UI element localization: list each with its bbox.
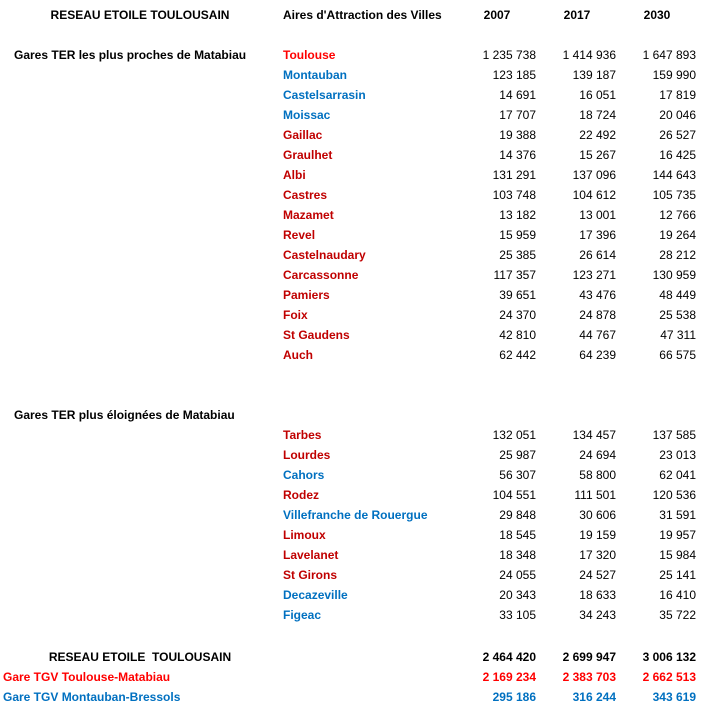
column-header-2007: 2007 (483, 8, 511, 22)
city-name: St Girons (283, 568, 338, 582)
value-2030: 26 527 (659, 128, 696, 142)
value-2030: 31 591 (659, 508, 696, 522)
network-title: RESEAU ETOILE TOULOUSAIN (50, 8, 230, 22)
table-row (0, 225, 712, 245)
value-2007: 62 442 (499, 348, 536, 362)
column-header-2030: 2030 (643, 8, 671, 22)
city-name: Mazamet (283, 208, 334, 222)
table-row (0, 45, 712, 65)
value-2007: 18 348 (499, 548, 536, 562)
value-2007: 2 464 420 (482, 650, 536, 664)
city-name (280, 647, 457, 667)
value-2030: 130 959 (652, 268, 696, 282)
city-name: St Gaudens (283, 328, 350, 342)
table-row (0, 145, 712, 165)
value-2017: 316 244 (572, 690, 616, 704)
value-2017: 34 243 (579, 608, 616, 622)
table-row (0, 545, 712, 565)
table-row (0, 465, 712, 485)
value-2017: 137 096 (572, 168, 616, 182)
value-2017: 13 001 (579, 208, 616, 222)
row-group-label (0, 245, 280, 265)
table-row (0, 425, 712, 445)
value-2007 (457, 405, 537, 425)
value-2030: 23 013 (659, 448, 696, 462)
value-2030: 12 766 (659, 208, 696, 222)
value-2030: 1 647 893 (642, 48, 696, 62)
city-name (280, 687, 457, 707)
city-name: Revel (283, 228, 316, 242)
value-2007: 19 388 (499, 128, 536, 142)
table-row (0, 285, 712, 305)
value-2030: 15 984 (659, 548, 696, 562)
value-2007: 56 307 (499, 468, 536, 482)
value-2007: 25 385 (499, 248, 536, 262)
city-name: Moissac (283, 108, 331, 122)
row-group-label: Gare TGV Toulouse-Matabiau (3, 670, 171, 684)
row-group-label: Gares TER plus éloignées de Matabiau (14, 408, 235, 422)
value-2030: 19 264 (659, 228, 696, 242)
row-group-label (0, 145, 280, 165)
value-2017: 18 724 (579, 108, 616, 122)
city-name (280, 667, 457, 687)
city-name: Albi (283, 168, 306, 182)
value-2007: 104 551 (492, 488, 536, 502)
value-2007: 24 055 (499, 568, 536, 582)
table-row (0, 265, 712, 285)
value-2007: 17 707 (499, 108, 536, 122)
value-2030: 343 619 (652, 690, 696, 704)
spacer (0, 625, 712, 647)
value-2007: 295 186 (492, 690, 536, 704)
value-2017: 2 699 947 (562, 650, 616, 664)
row-group-label (0, 545, 280, 565)
value-2017: 26 614 (579, 248, 616, 262)
city-name (280, 405, 457, 425)
value-2017: 18 633 (579, 588, 616, 602)
row-group-label (0, 465, 280, 485)
value-2030: 144 643 (652, 168, 696, 182)
value-2007: 2 169 234 (482, 670, 536, 684)
row-group-label (0, 205, 280, 225)
table-row (0, 585, 712, 605)
value-2017: 16 051 (579, 88, 616, 102)
value-2017: 24 878 (579, 308, 616, 322)
row-group-label (0, 225, 280, 245)
table-row (0, 125, 712, 145)
row-group-label (0, 85, 280, 105)
value-2007: 103 748 (492, 188, 536, 202)
row-group-label (0, 305, 280, 325)
city-name: Decazeville (283, 588, 348, 602)
spacer (0, 365, 712, 405)
value-2017: 58 800 (579, 468, 616, 482)
value-2030: 20 046 (659, 108, 696, 122)
value-2017: 43 476 (579, 288, 616, 302)
value-2007: 24 370 (499, 308, 536, 322)
value-2030: 66 575 (659, 348, 696, 362)
row-group-label (0, 565, 280, 585)
row-group-label: RESEAU ETOILE TOULOUSAIN (48, 650, 232, 664)
row-group-label (0, 165, 280, 185)
table-row (0, 687, 712, 707)
row-group-label: Gare TGV Montauban-Bressols (3, 690, 181, 704)
value-2030: 3 006 132 (642, 650, 696, 664)
row-group-label (0, 485, 280, 505)
row-group-label: Gares TER les plus proches de Matabiau (14, 48, 247, 62)
table-row (0, 605, 712, 625)
value-2017: 104 612 (572, 188, 616, 202)
row-group-label (0, 185, 280, 205)
value-2030: 28 212 (659, 248, 696, 262)
value-2030: 2 662 513 (642, 670, 696, 684)
column-header-2017: 2017 (563, 8, 591, 22)
city-name: Tarbes (283, 428, 322, 442)
value-2030: 25 141 (659, 568, 696, 582)
value-2030: 159 990 (652, 68, 696, 82)
value-2007: 39 651 (499, 288, 536, 302)
table-row (0, 85, 712, 105)
value-2007: 15 959 (499, 228, 536, 242)
row-group-label (0, 285, 280, 305)
value-2017: 22 492 (579, 128, 616, 142)
city-name: Rodez (283, 488, 319, 502)
city-name: Gaillac (283, 128, 323, 142)
value-2007: 25 987 (499, 448, 536, 462)
table-row (0, 345, 712, 365)
value-2030: 137 585 (652, 428, 696, 442)
value-2030: 16 410 (659, 588, 696, 602)
value-2007: 14 691 (499, 88, 536, 102)
value-2007: 1 235 738 (482, 48, 536, 62)
value-2017: 2 383 703 (562, 670, 616, 684)
table-row (0, 485, 712, 505)
value-2030: 35 722 (659, 608, 696, 622)
row-group-label (0, 605, 280, 625)
value-2017: 30 606 (579, 508, 616, 522)
value-2017: 17 320 (579, 548, 616, 562)
column-header-aires-attraction: Aires d'Attraction des Villes (283, 8, 442, 22)
city-name: Foix (283, 308, 308, 322)
city-name: Lavelanet (283, 548, 339, 562)
row-group-label (0, 425, 280, 445)
value-2030 (617, 405, 697, 425)
city-name: Cahors (283, 468, 325, 482)
value-2017: 139 187 (572, 68, 616, 82)
value-2007: 123 185 (492, 68, 536, 82)
table-row (0, 165, 712, 185)
table-row (0, 505, 712, 525)
city-name: Auch (283, 348, 313, 362)
table-row (0, 647, 712, 667)
value-2017: 123 271 (572, 268, 616, 282)
city-name: Castelsarrasin (283, 88, 366, 102)
value-2030: 19 957 (659, 528, 696, 542)
table-row (0, 405, 712, 425)
table-row (0, 65, 712, 85)
city-name: Limoux (283, 528, 326, 542)
table-row (0, 565, 712, 585)
value-2017: 17 396 (579, 228, 616, 242)
table-row (0, 245, 712, 265)
value-2030: 25 538 (659, 308, 696, 322)
value-2007: 29 848 (499, 508, 536, 522)
row-group-label (0, 445, 280, 465)
value-2030: 17 819 (659, 88, 696, 102)
value-2017: 44 767 (579, 328, 616, 342)
row-group-label (0, 265, 280, 285)
value-2007: 131 291 (492, 168, 536, 182)
value-2030: 62 041 (659, 468, 696, 482)
city-name: Figeac (283, 608, 322, 622)
city-name: Montauban (283, 68, 347, 82)
table-row (0, 185, 712, 205)
table-row (0, 105, 712, 125)
table-header-row (0, 5, 712, 25)
value-2007: 132 051 (492, 428, 536, 442)
value-2017: 24 694 (579, 448, 616, 462)
value-2007: 14 376 (499, 148, 536, 162)
row-group-label (0, 345, 280, 365)
table-row (0, 305, 712, 325)
value-2030: 47 311 (660, 328, 696, 342)
city-name: Castres (283, 188, 328, 202)
table-row (0, 667, 712, 687)
value-2017: 19 159 (579, 528, 616, 542)
value-2007: 18 545 (499, 528, 536, 542)
spacer (0, 25, 712, 45)
table-row (0, 205, 712, 225)
value-2017: 15 267 (579, 148, 616, 162)
row-group-label (0, 105, 280, 125)
value-2007: 20 343 (499, 588, 536, 602)
city-name: Carcassonne (283, 268, 359, 282)
row-group-label (0, 125, 280, 145)
city-name: Graulhet (283, 148, 333, 162)
city-name: Toulouse (283, 48, 336, 62)
city-name: Lourdes (283, 448, 331, 462)
value-2017: 24 527 (579, 568, 616, 582)
value-2007: 117 357 (493, 268, 536, 282)
value-2017: 134 457 (572, 428, 616, 442)
value-2017 (537, 405, 617, 425)
row-group-label (0, 65, 280, 85)
table-row (0, 325, 712, 345)
value-2030: 48 449 (659, 288, 696, 302)
row-group-label (0, 585, 280, 605)
table-body (0, 45, 712, 707)
value-2030: 120 536 (652, 488, 696, 502)
row-group-label (0, 525, 280, 545)
value-2017: 111 501 (574, 488, 616, 502)
value-2017: 64 239 (579, 348, 616, 362)
row-group-label (0, 505, 280, 525)
city-name: Castelnaudary (283, 248, 366, 262)
value-2017: 1 414 936 (562, 48, 616, 62)
value-2030: 16 425 (659, 148, 696, 162)
row-group-label (0, 325, 280, 345)
value-2007: 13 182 (499, 208, 536, 222)
city-name: Pamiers (283, 288, 330, 302)
value-2030: 105 735 (652, 188, 696, 202)
value-2007: 33 105 (499, 608, 536, 622)
table-row (0, 445, 712, 465)
table-row (0, 525, 712, 545)
city-name: Villefranche de Rouergue (283, 508, 428, 522)
value-2007: 42 810 (499, 328, 536, 342)
